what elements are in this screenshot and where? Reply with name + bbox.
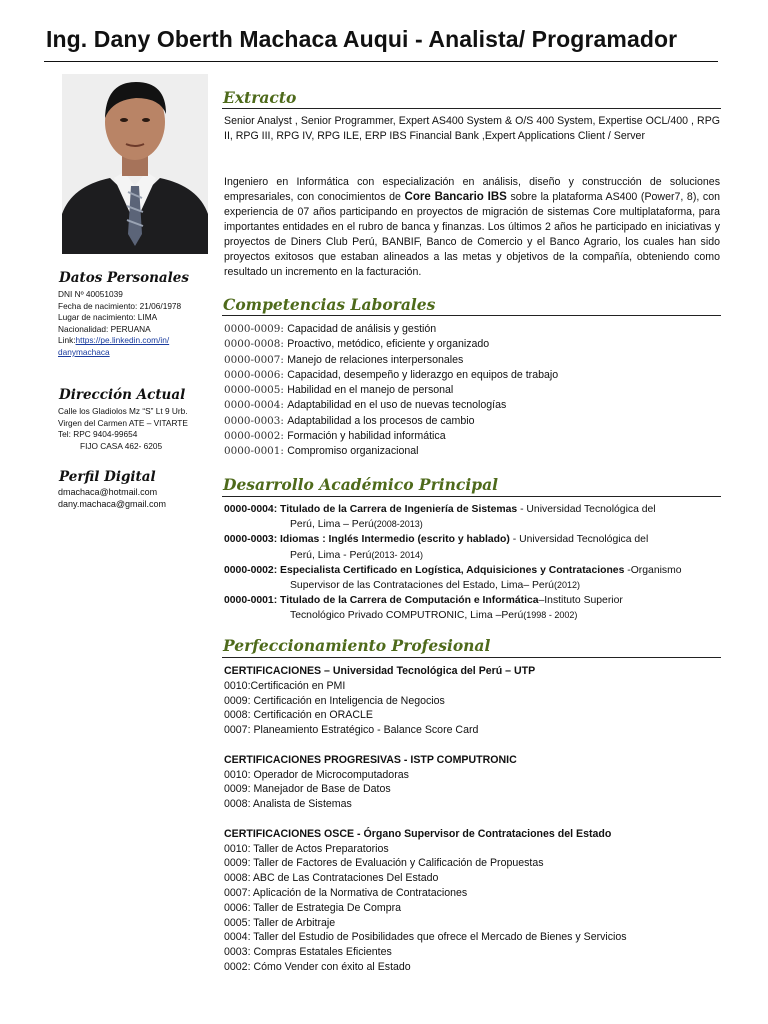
competencia-item bbox=[224, 383, 720, 398]
certification-item: 0004: Taller del Estudio de Posibilidades que ofrece el Mercado de Bienes y Servicios bbox=[224, 931, 627, 944]
academic-title: 0000-0003: Idiomas : Inglés Intermedio (escrito y hablado) bbox=[224, 534, 510, 546]
academic-years: (2013- 2014) bbox=[371, 549, 423, 560]
section-divider bbox=[222, 315, 721, 316]
academic-location: Supervisor de las Contrataciones del Estado, Lima– Perú bbox=[290, 580, 554, 592]
certification-item: 0007: Planeamiento Estratégico - Balance Score Card bbox=[224, 724, 479, 737]
digital-profile bbox=[58, 487, 218, 510]
academic-years: (2008-2013) bbox=[373, 519, 423, 530]
competencia-text: Capacidad, desempeño y liderazgo en equipos de trabajo bbox=[287, 368, 559, 381]
address-line: Virgen del Carmen ATE – VITARTE bbox=[58, 417, 188, 428]
academic-entry bbox=[224, 502, 722, 532]
dni-text: DNI Nº 40051039 bbox=[58, 289, 123, 299]
academic-location: Tecnológico Privado COMPUTRONIC, Lima –Perú bbox=[290, 610, 524, 622]
email-text: dany.machaca@gmail.com bbox=[58, 498, 167, 509]
competencia-text: Habilidad en el manejo de personal bbox=[287, 384, 454, 397]
academic-years: (2012) bbox=[553, 580, 580, 591]
competencia-text: Proactivo, metódico, eficiente y organizado bbox=[287, 338, 490, 351]
home-phone-text: FIJO CASA 462- 6205 bbox=[80, 440, 163, 451]
certification-item: 0009: Certificación en Inteligencia de Negocios bbox=[224, 694, 445, 707]
link-label: Link: bbox=[58, 335, 76, 346]
academic-entry bbox=[224, 563, 722, 593]
competencia-item bbox=[224, 444, 720, 459]
profesional-list bbox=[224, 664, 722, 975]
academic-institution: - Universidad Tecnológica del bbox=[509, 534, 649, 546]
nationality-text: Nacionalidad: PERUANA bbox=[58, 323, 151, 334]
certification-item: 0003: Compras Estatales Eficientes bbox=[224, 946, 392, 959]
competencia-code: 0000-0007: bbox=[224, 353, 288, 366]
email-text: dmachaca@hotmail.com bbox=[58, 487, 158, 497]
competencias-heading: Competencias Laborales bbox=[223, 295, 436, 314]
competencias-list bbox=[224, 322, 720, 460]
academic-institution: -Organismo bbox=[624, 564, 682, 576]
competencia-text: Adaptabilidad en el uso de nuevas tecnologías bbox=[287, 399, 507, 412]
academic-entry bbox=[224, 532, 722, 562]
competencia-item bbox=[224, 398, 720, 413]
personal-data-heading: Datos Personales bbox=[59, 270, 189, 286]
competencia-code: 0000-0009: bbox=[224, 323, 288, 335]
certification-group-title: CERTIFICACIONES – Universidad Tecnológica del Perú – UTP bbox=[224, 665, 536, 677]
certification-group-title: CERTIFICACIONES PROGRESIVAS - ISTP COMPUTRONIC bbox=[224, 753, 517, 766]
academic-title: 0000-0001: Titulado de la Carrera de Computación e Informática bbox=[224, 595, 539, 607]
core-banking-highlight: Core Bancario IBS bbox=[404, 191, 507, 203]
competencia-code: 0000-0006: bbox=[224, 368, 288, 381]
certification-item: 0009: Taller de Factores de Evaluación y Calificación de Propuestas bbox=[224, 857, 544, 870]
competencia-item bbox=[224, 353, 720, 368]
profile-photo bbox=[62, 74, 208, 254]
academic-location: Perú, Lima - Perú bbox=[290, 549, 372, 561]
section-divider bbox=[222, 496, 721, 497]
group-spacer bbox=[224, 812, 722, 827]
digital-profile-heading: Perfil Digital bbox=[59, 469, 156, 485]
academic-title: 0000-0004: Titulado de la Carrera de Ingeniería de Sistemas bbox=[224, 504, 518, 515]
competencia-item bbox=[224, 337, 720, 352]
certification-item: 0010: Operador de Microcomputadoras bbox=[224, 768, 409, 781]
competencia-text: Capacidad de análisis y gestión bbox=[287, 323, 437, 335]
certification-item: 0010: Taller de Actos Preparatorios bbox=[224, 842, 389, 855]
academic-title: 0000-0002: Especialista Certificado en Logística, Adquisiciones y Contrataciones bbox=[224, 564, 625, 576]
academic-entry bbox=[224, 593, 722, 623]
title-divider bbox=[44, 61, 718, 62]
extracto-heading: Extracto bbox=[223, 88, 297, 107]
certification-item: 0008: Analista de Sistemas bbox=[224, 798, 352, 811]
certification-item: 0009: Manejador de Base de Datos bbox=[224, 783, 391, 796]
personal-data bbox=[58, 289, 218, 359]
competencia-item bbox=[224, 414, 720, 429]
competencia-item bbox=[224, 368, 720, 383]
competencia-code: 0000-0004: bbox=[224, 399, 288, 412]
academic-institution: –Instituto Superior bbox=[538, 595, 623, 607]
competencia-code: 0000-0008: bbox=[224, 338, 288, 351]
competencia-code: 0000-0005: bbox=[224, 384, 288, 397]
competencia-code: 0000-0001: bbox=[224, 445, 288, 458]
extracto-paragraph-2: Ingeniero en Informática con especialización en análisis, diseño y construcción de soluciones empresariales, con conocimientos de Core Bancario IBS sobre la plataforma AS400 (Power7, 8), con experiencia de 07 años participando en proyectos de migración de sistemas Core multiplataforma, para importantes entidades en el rubro de banca y finanzas. Los últimos 2 años he participado en iniciativas y proyectos de Diners Club Perú, BANBIF, Banco de Comercio y el Banco Agrario, los cuales han sido proyectos exitosos que estaban alineados a las metas y objetivos de la compañía, obteniendo como resultado un incremento en la facturación. bbox=[224, 176, 720, 278]
section-divider bbox=[222, 657, 721, 658]
section-divider bbox=[222, 108, 721, 109]
competencia-text: Formación y habilidad informática bbox=[287, 430, 446, 443]
academic-years: (1998 - 2002) bbox=[523, 610, 578, 621]
competencia-item bbox=[224, 429, 720, 444]
linkedin-row bbox=[58, 335, 218, 347]
address-line: Calle los Gladiolos Mz “S” Lt 9 Urb. bbox=[58, 406, 188, 416]
certification-item: 0008: Certificación en ORACLE bbox=[224, 709, 373, 722]
address-heading: Dirección Actual bbox=[59, 387, 186, 403]
academico-heading: Desarrollo Académico Principal bbox=[223, 475, 498, 494]
phone-text: Tel: RPC 9404-99654 bbox=[58, 429, 138, 440]
competencia-text: Adaptabilidad a los procesos de cambio bbox=[287, 414, 475, 427]
competencia-text: Compromiso organizacional bbox=[287, 445, 419, 458]
certification-item: 0007: Aplicación de la Normativa de Contrataciones bbox=[224, 886, 468, 899]
certification-item: 0002: Cómo Vender con éxito al Estado bbox=[224, 960, 411, 973]
linkedin-link-continued[interactable]: danymachaca bbox=[58, 346, 110, 357]
academic-location: Perú, Lima – Perú bbox=[290, 519, 374, 531]
certification-item: 0005: Taller de Arbitraje bbox=[224, 916, 336, 929]
page-title: Ing. Dany Oberth Machaca Auqui - Analista/ Programador bbox=[46, 26, 678, 52]
competencia-code: 0000-0003: bbox=[224, 414, 288, 427]
academic-institution: - Universidad Tecnológica del bbox=[517, 504, 656, 515]
birth-date-text: Fecha de nacimiento: 21/06/1978 bbox=[58, 300, 182, 311]
academico-list bbox=[224, 502, 722, 624]
competencia-item bbox=[224, 322, 720, 337]
profesional-heading: Perfeccionamiento Profesional bbox=[223, 636, 491, 655]
linkedin-link[interactable]: https://pe.linkedin.com/in/ bbox=[75, 335, 170, 346]
certification-item: 0010:Certificación en PMI bbox=[224, 679, 346, 692]
address-block bbox=[58, 406, 218, 452]
certification-group-title: CERTIFICACIONES OSCE - Órgano Supervisor de Contrataciones del Estado bbox=[224, 827, 612, 840]
birth-place-text: Lugar de nacimiento: LIMA bbox=[58, 312, 158, 323]
group-spacer bbox=[224, 738, 722, 753]
competencia-text: Manejo de relaciones interpersonales bbox=[287, 353, 464, 366]
certification-item: 0006: Taller de Estrategia De Compra bbox=[224, 901, 402, 914]
competencia-code: 0000-0002: bbox=[224, 430, 288, 443]
certification-item: 0008: ABC de Las Contrataciones Del Estado bbox=[224, 872, 439, 885]
extracto-paragraph-1: Senior Analyst , Senior Programmer, Expert AS400 System & O/S 400 System, Expertise OCL/400 , RPG II, RPG III, RPG IV, RPG ILE, ERP IBS Financial Bank ,Expert Applications Client / Server bbox=[224, 115, 720, 142]
